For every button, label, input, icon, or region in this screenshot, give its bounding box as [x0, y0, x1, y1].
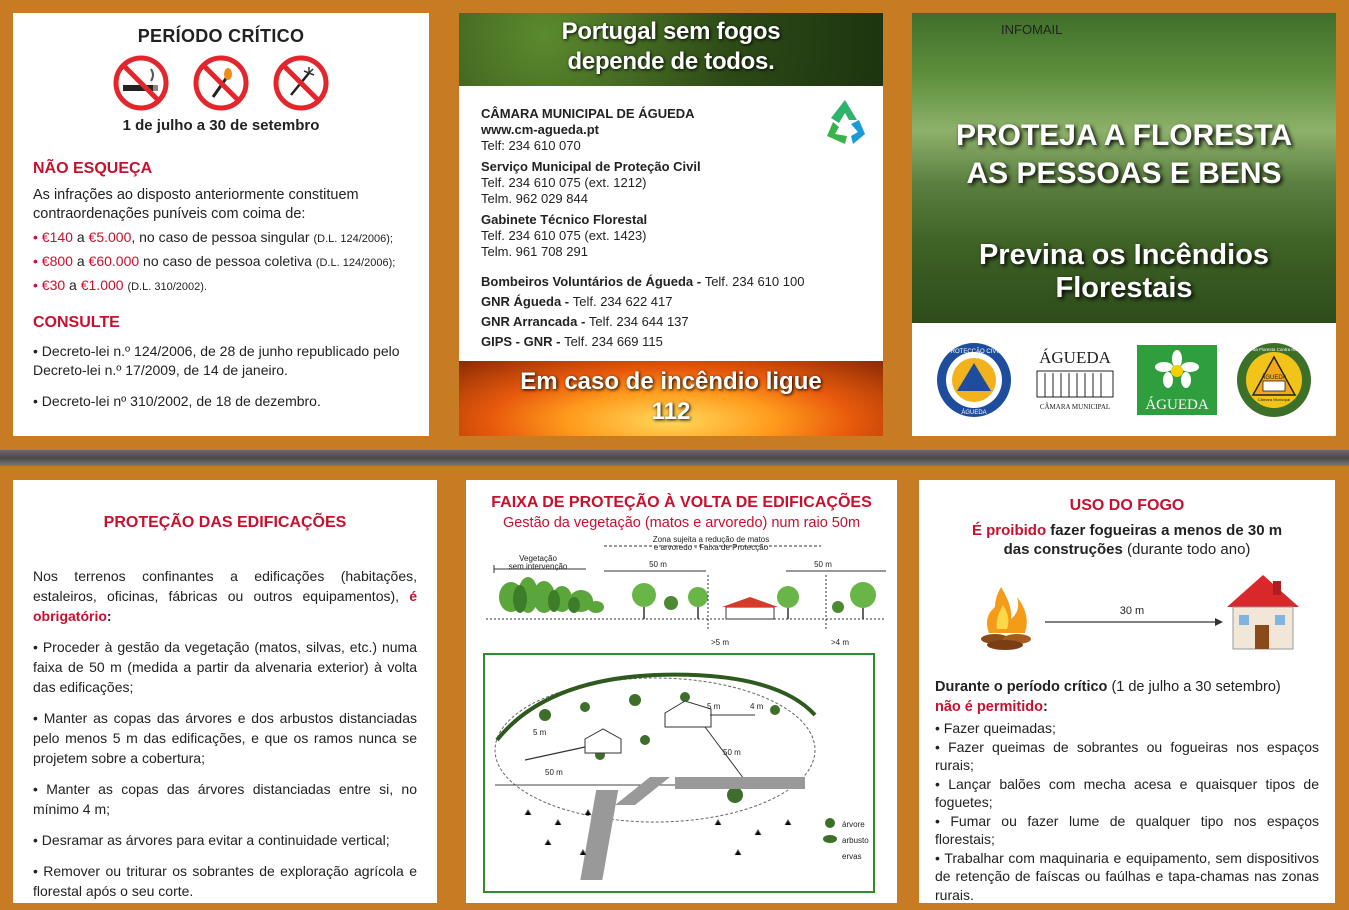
forbidden-item: • Lançar balões com mecha acesa e quaisquer tipos de foguetes;: [935, 775, 1319, 810]
intro-colon: :: [106, 608, 112, 624]
forest-header-image: [459, 13, 883, 86]
fine-sep: a: [65, 277, 81, 293]
recycle-icon: [817, 94, 873, 150]
spc-title: Serviço Municipal de Proteção Civil: [481, 159, 701, 174]
fine-max: €5.000: [88, 229, 132, 245]
warning-text-2: das construções: [1003, 541, 1123, 558]
legend-grass: ervas: [842, 852, 862, 861]
panel-title: PERÍODO CRÍTICO: [137, 26, 305, 46]
dist-50m-right: 50 m: [814, 560, 832, 569]
fine-sep: a: [72, 229, 89, 245]
consulte-heading: CONSULTE: [33, 314, 120, 331]
fine-min: €800: [41, 253, 73, 269]
dist-4m: >4 m: [831, 638, 850, 647]
contact-tel[interactable]: Telf. 234 610 100: [704, 274, 805, 289]
intro-obligatory: é obrigatório: [33, 588, 417, 624]
decreto-1: • Decreto-lei n.º 124/2006, de 28 de junho republicado pelo Decreto-lei n.º 17/2009, de 14 de janeiro.: [33, 343, 400, 378]
defesa-floresta-logo: [1235, 341, 1313, 419]
warning-text-3: (durante todo ano): [1122, 541, 1251, 558]
logos-row: [912, 323, 1336, 436]
legend-tree: árvore: [842, 820, 865, 829]
contact-tel[interactable]: Telf. 234 644 137: [588, 314, 689, 329]
plan-dist-50m-diag: 50 m: [723, 748, 741, 757]
panel-title: PROTEÇÃO DAS EDIFICAÇÕES: [103, 514, 347, 531]
no-fireworks-icon: [273, 55, 329, 111]
zona-label: Zona sujeita a redução de matos: [652, 535, 770, 544]
cm-logo-text: ÁGUEDA: [1039, 347, 1111, 367]
spc-tel: Telf. 234 610 075 (ext. 1212): [481, 175, 647, 190]
dist-5m: >5 m: [711, 638, 730, 647]
infracoes-text: As infrações ao disposto anteriormente constituem contraordenações puníveis com coima de:: [33, 187, 359, 222]
contact-item: [481, 294, 861, 310]
contact-name: Bombeiros Voluntários de Águeda -: [481, 274, 705, 289]
zona-label-2: e arvoredo - Faixa de Protecção: [653, 543, 769, 552]
dist-50m-left: 50 m: [649, 560, 667, 569]
ag-logo-text: ÁGUEDA: [1145, 396, 1209, 413]
headline-line-2: depende de todos.: [567, 48, 775, 75]
df-logo-text-2: ÁGUEDA: [1261, 374, 1287, 381]
fold-divider: [0, 450, 1349, 466]
no-matches-icon: [193, 55, 249, 111]
not-permitted-label: não é permitido: [935, 699, 1043, 715]
forbidden-item: • Fazer queimas de sobrantes ou fogueiras nos espaços rurais;: [935, 738, 1319, 773]
crit-colon: :: [1042, 699, 1048, 715]
no-smoking-icon: [113, 55, 169, 111]
camara-tel: Telf: 234 610 070: [481, 138, 581, 153]
contact-item: [481, 334, 861, 350]
fine-min: €140: [41, 229, 73, 245]
rule-item: • Proceder à gestão da vegetação (matos, silvas, etc.) numa faixa de 50 m (medida a partir da alvenaria exterior) à volta das edificações;: [33, 639, 417, 695]
panel-title: USO DO FOGO: [1069, 497, 1185, 514]
forbidden-list: [935, 719, 1319, 903]
forbidden-item: • Trabalhar com maquinaria e equipamento, sem dispositivos de retenção de faíscas ou faúlhas e tapa-chamas nas zonas rurais.: [935, 849, 1319, 903]
panel-subtitle: Gestão da vegetação (matos e arvoredo) num raio 50m: [502, 515, 861, 531]
fine-ref: (D.L. 124/2006);: [315, 257, 396, 269]
faixa-protecao-panel: [466, 480, 897, 903]
crit-label: Durante o período crítico: [935, 679, 1108, 695]
cover-title-line-2: AS PESSOAS E BENS: [966, 157, 1282, 190]
critical-period-heading: [935, 677, 1319, 717]
cover-subtitle: Previna os Incêndios Florestais: [978, 239, 1270, 304]
fire-warning: [935, 521, 1319, 559]
fines-list: [33, 228, 409, 296]
panel-title: FAIXA DE PROTEÇÃO À VOLTA DE EDIFICAÇÕES: [491, 494, 872, 511]
intro-main: Nos terrenos confinantes a edificações (habitações, estaleiros, oficinas, fábricas ou outros equipamentos),: [33, 568, 417, 604]
spc-telm: Telm. 962 029 844: [481, 191, 588, 206]
contact-name: GNR Águeda -: [481, 294, 573, 309]
df-logo-text-3: Câmara Municipal: [1257, 396, 1291, 402]
forbidden-item: • Fazer queimadas;: [935, 720, 1056, 736]
veg-label: Vegetação: [519, 554, 557, 563]
fine-item: • €140 a €5.000, no caso de pessoa singular (D.L. 124/2006);: [33, 229, 393, 245]
cm-logo-subtext: CÂMARA MUNICIPAL: [1039, 402, 1111, 411]
prohibition-signs: [33, 55, 409, 111]
df-logo-text: Defesa da Floresta Contra Incêndios: [1237, 346, 1311, 352]
rule-item: • Remover ou triturar os sobrantes de exploração agrícola e florestal após o seu corte.: [33, 863, 417, 899]
nao-esqueca-heading: NÃO ESQUEÇA: [33, 160, 153, 177]
rule-item: • Manter as copas das árvores distanciadas entre si, no mínimo 4 m;: [33, 781, 417, 817]
emergency-contacts: [481, 274, 861, 350]
rule-item: • Manter as copas das árvores e dos arbustos distanciadas pelo menos 5 m das edificações, e que os ramos nunca se projetem sobre a cobertura;: [33, 710, 417, 766]
fine-sep: a: [72, 253, 89, 269]
uso-do-fogo-panel: [919, 480, 1335, 903]
protecao-civil-logo: [935, 341, 1013, 419]
camara-title: CÂMARA MUNICIPAL DE ÁGUEDA: [481, 106, 695, 121]
periodo-critico-panel: [13, 13, 429, 436]
plan-view-diagram: [483, 653, 875, 893]
gtf-tel: Telf. 234 610 075 (ext. 1423): [481, 228, 647, 243]
cover-title-line-1: PROTEJA A FLORESTA: [955, 119, 1293, 152]
prohibited-label: É proibido: [971, 522, 1047, 539]
plan-dist-5m: 5 m: [707, 702, 721, 711]
cover-title: [912, 117, 1336, 193]
emergency-number: 112: [651, 398, 691, 425]
campfire-icon: [981, 587, 1031, 650]
decreto-2: • Decreto-lei nº 310/2002, de 18 de dezembro.: [33, 393, 321, 409]
contact-tel[interactable]: Telf. 234 669 115: [564, 334, 663, 349]
plan-dist-5m-v: 5 m: [533, 728, 547, 737]
fine-max: €60.000: [88, 253, 140, 269]
contact-name: GNR Arrancada -: [481, 314, 589, 329]
fine-min: €30: [41, 277, 66, 293]
contacts-panel: [459, 13, 883, 436]
contact-item: [481, 314, 861, 330]
critical-period-dates: 1 de julho a 30 de setembro: [122, 117, 320, 134]
pc-logo-text: PROTECÇÃO CIVIL: [946, 348, 1002, 355]
pc-logo-text-2: ÁGUEDA: [961, 409, 987, 416]
camara-municipal-logo: [1031, 347, 1119, 413]
fine-max: €1.000: [80, 277, 124, 293]
gtf-title: Gabinete Técnico Florestal: [481, 212, 648, 227]
warning-text: fazer fogueiras a menos de 30 m: [1046, 522, 1283, 539]
fine-item: • €800 a €60.000 no caso de pessoa coletiva (D.L. 124/2006);: [33, 253, 396, 269]
forbidden-item: • Fumar ou fazer lume de qualquer tipo nos espaços florestais;: [935, 812, 1319, 847]
infomail-label: INFOMAIL: [1001, 22, 1063, 37]
emergency-line-1: Em caso de incêndio ligue: [520, 368, 822, 395]
plan-dist-50m: 50 m: [545, 768, 563, 777]
fine-desc: no caso de pessoa coletiva: [139, 253, 316, 269]
contacts-body: [459, 86, 883, 361]
fine-item: • €30 a €1.000 (D.L. 310/2002).: [33, 277, 207, 293]
distance-30m: 30 m: [1119, 605, 1145, 617]
intro-text: [33, 566, 417, 626]
crit-dates: (1 de julho a 30 setembro): [1107, 679, 1281, 695]
contact-item: [481, 274, 861, 290]
contact-name: GIPS - GNR -: [481, 334, 565, 349]
fine-desc: , no caso de pessoa singular: [131, 229, 314, 245]
fire-distance-illustration: [935, 567, 1319, 667]
protecao-edificacoes-panel: [13, 480, 437, 903]
cover-forest-image: [912, 13, 1336, 323]
legend-shrub: arbusto: [842, 836, 869, 845]
rule-item: • Desramar as árvores para evitar a continuidade vertical;: [33, 832, 390, 848]
cross-section-diagram: [486, 535, 886, 653]
fine-ref: (D.L. 310/2002).: [127, 281, 207, 293]
fire-banner: [459, 361, 883, 436]
plan-dist-4m: 4 m: [750, 702, 764, 711]
fine-ref: (D.L. 124/2006);: [313, 233, 393, 245]
contact-tel[interactable]: Telf. 234 622 417: [572, 294, 673, 309]
gtf-telm: Telm. 961 708 291: [481, 244, 588, 259]
agueda-flower-logo: [1137, 345, 1217, 415]
veg-label-2: sem intervenção: [508, 562, 568, 571]
headline-line-1: Portugal sem fogos: [561, 18, 781, 45]
house-icon: [1227, 575, 1299, 649]
cover-panel: [912, 13, 1336, 436]
camara-website[interactable]: www.cm-agueda.pt: [481, 122, 599, 137]
